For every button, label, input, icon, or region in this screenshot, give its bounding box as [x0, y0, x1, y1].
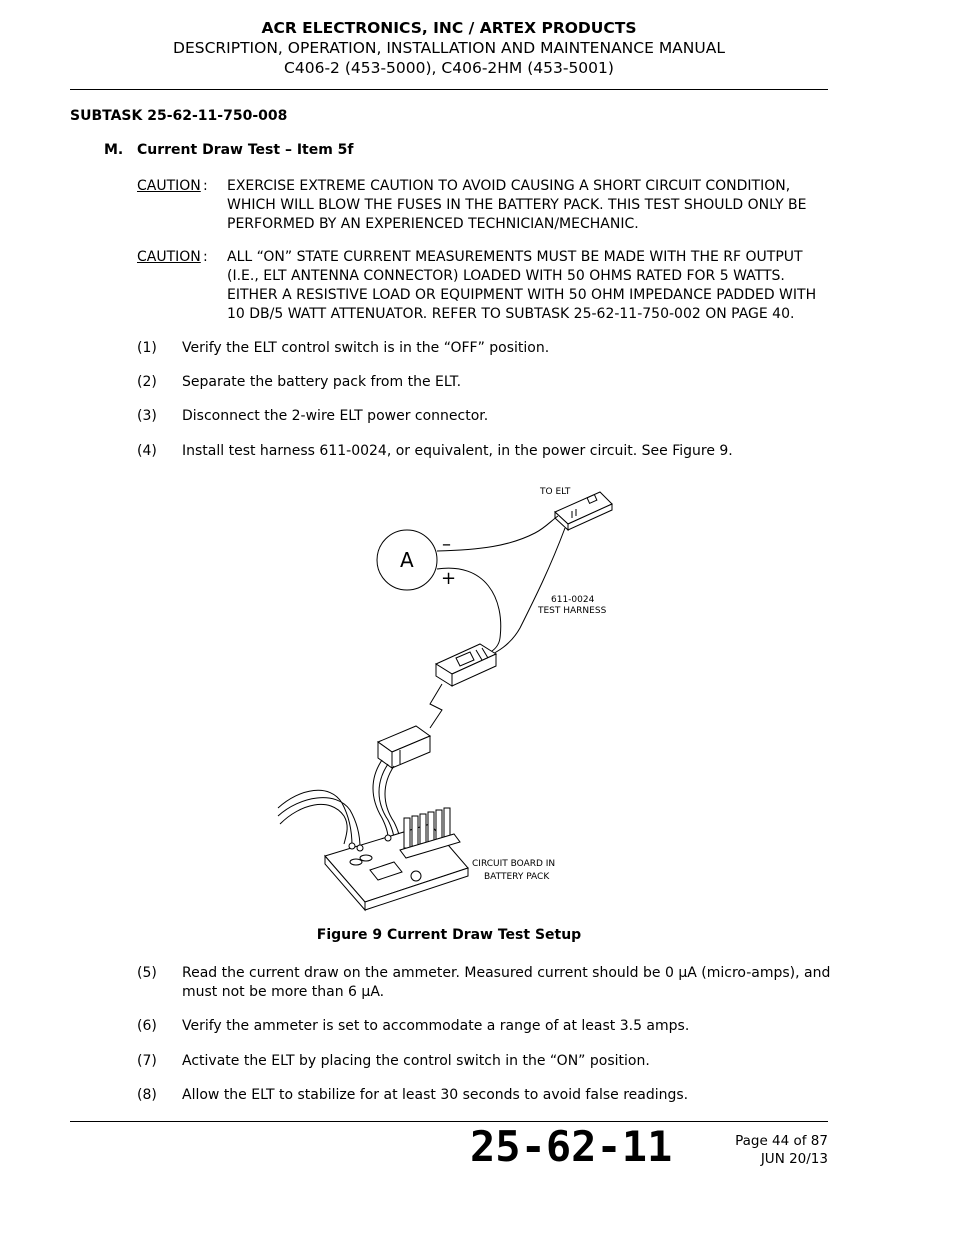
figure-caption: Figure 9 Current Draw Test Setup [316, 927, 582, 943]
company-name: ACR ELECTRONICS, INC / ARTEX PRODUCTS [261, 19, 637, 37]
step-number: (6) [137, 1018, 157, 1034]
step-text: Install test harness 611-0024, or equivalent, in the power circuit. See Figure 9. [182, 443, 733, 459]
harness-wire-negative [437, 516, 558, 551]
step-text: Separate the battery pack from the ELT. [182, 374, 462, 390]
procedure-step [137, 407, 837, 426]
step-text: Allow the ELT to stabilize for at least 30 seconds to avoid false readings. [182, 1087, 689, 1103]
step-number: (1) [137, 340, 157, 356]
ammeter [377, 530, 456, 590]
procedure-step [137, 339, 837, 358]
current-draw-test-figure [270, 478, 630, 918]
harness-connector [436, 644, 496, 686]
harness-wire-return [485, 528, 565, 658]
header-rule [70, 89, 828, 90]
section-letter: M. [104, 142, 124, 158]
step-number: (5) [137, 965, 157, 981]
to-elt-label: TO ELT [540, 487, 571, 497]
procedure-step [137, 964, 837, 1002]
harness-name-label: TEST HARNESS [538, 606, 607, 616]
procedure-step [137, 1017, 837, 1036]
step-text: Verify the ELT control switch is in the “OFF” position. [182, 340, 550, 356]
caution-label: CAUTION [137, 249, 201, 265]
caution-block [137, 177, 837, 234]
caution-block [137, 248, 837, 324]
step-number: (2) [137, 374, 157, 390]
caution-colon: : [203, 178, 208, 194]
procedure-step [137, 1052, 837, 1071]
step-number: (3) [137, 408, 157, 424]
board-wire [278, 798, 360, 848]
board-label-line1: CIRCUIT BOARD IN [472, 859, 556, 869]
revision-date: JUN 20/13 [760, 1151, 828, 1167]
footer-page-info [735, 1132, 828, 1168]
board-wire [280, 804, 347, 844]
step-text: Activate the ELT by placing the control switch in the “ON” position. [182, 1053, 650, 1069]
caution-text: ALL “ON” STATE CURRENT MEASUREMENTS MUST BE MADE WITH THE RF OUTPUT (I.E., ELT ANTENNA CONNECTOR) LOADED WITH 50 OHMS RATED FOR 5 WATTS. EITHER A RESISTIVE LOAD OR EQUIPMENT WITH 50 OHM IMPEDANCE PADDED WITH 10 DB/5 WATT ATTENUATOR. REFER TO SUBTASK 25-62-11-750-002 ON PAGE 40. [227, 249, 817, 322]
section-title: Current Draw Test – Item 5f [137, 142, 354, 158]
caution-text: EXERCISE EXTREME CAUTION TO AVOID CAUSING A SHORT CIRCUIT CONDITION, WHICH WILL BLOW THE FUSES IN THE BATTERY PACK. THIS TEST SHOULD ONLY BE PERFORMED BY AN EXPERIENCED TECHNICIAN/MECHANIC. [227, 178, 807, 232]
harness-number-label: 611-0024 [551, 595, 595, 605]
subtask-heading: SUBTASK 25-62-11-750-008 [70, 108, 288, 124]
break-line [430, 684, 442, 728]
step-number: (7) [137, 1053, 157, 1069]
battery-connector [378, 726, 430, 768]
footer-rule [70, 1121, 828, 1122]
caution-label: CAUTION [137, 178, 201, 194]
step-number: (8) [137, 1087, 157, 1103]
step-text: Disconnect the 2-wire ELT power connector. [182, 408, 489, 424]
page-number: Page 44 of 87 [735, 1133, 828, 1149]
procedure-step [137, 373, 837, 392]
manual-title: DESCRIPTION, OPERATION, INSTALLATION AND MAINTENANCE MANUAL [173, 39, 725, 57]
section-heading [104, 142, 354, 158]
step-number: (4) [137, 443, 157, 459]
ata-chapter-code: 25-62-11 [470, 1122, 673, 1171]
page-header [70, 18, 828, 78]
plus-terminal-label: + [441, 568, 457, 589]
procedure-step [137, 442, 837, 461]
step-text: Verify the ammeter is set to accommodate a range of at least 3.5 amps. [182, 1018, 690, 1034]
elt-connector [555, 492, 612, 530]
procedure-step [137, 1086, 837, 1105]
model-numbers: C406-2 (453-5000), C406-2HM (453-5001) [284, 59, 614, 77]
caution-colon: : [203, 249, 208, 265]
board-label-line2: BATTERY PACK [484, 872, 550, 882]
minus-terminal-label: – [442, 534, 451, 555]
step-text: Read the current draw on the ammeter. Measured current should be 0 µA (micro-amps), and must not be more than 6 µA. [182, 965, 831, 1000]
ammeter-letter: A [400, 548, 414, 572]
